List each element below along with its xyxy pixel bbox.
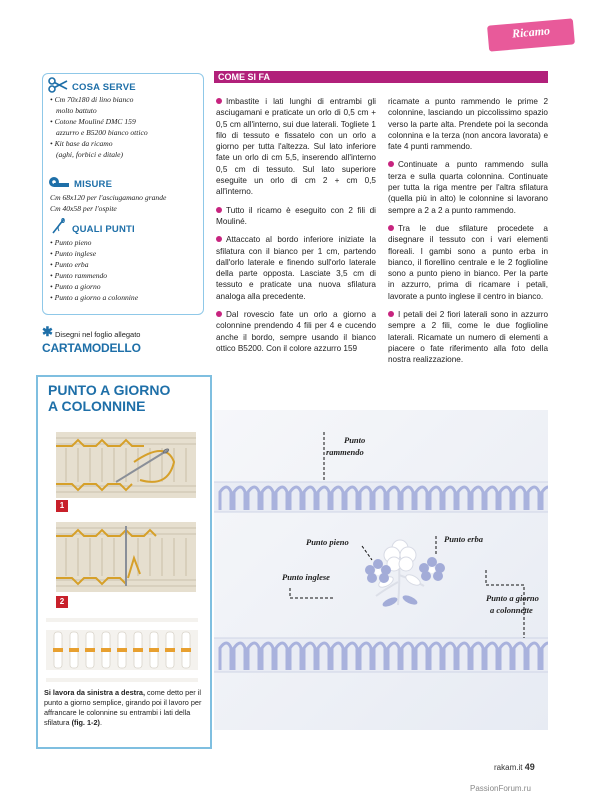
list-item: Cm 68x120 per l'asciugamano grande: [50, 193, 167, 202]
watermark: PassionForum.ru: [470, 784, 531, 793]
cosa-serve-title: COSA SERVE: [72, 82, 136, 93]
list-item: • Punto a giorno: [50, 282, 101, 291]
cartamodello-title: CARTAMODELLO: [42, 341, 141, 355]
sample-photo: [46, 618, 198, 682]
caption-ref: (fig. 1-2): [71, 718, 100, 727]
tutorial-title-line2: A COLONNINE: [48, 398, 146, 414]
list-item: Cm 40x58 per l'ospite: [50, 204, 117, 213]
figure-1-number: 1: [56, 500, 68, 512]
instructions-column-1: [216, 96, 376, 361]
caption-bold: Si lavora da sinistra a destra,: [44, 688, 145, 697]
tutorial-title-line1: PUNTO A GIORNO: [48, 382, 171, 398]
list-item: • Punto erba: [50, 260, 89, 269]
list-item: • Kit base da ricamo: [50, 139, 113, 148]
cartamodello-note: Disegni nel foglio allegato: [55, 330, 141, 339]
list-item: • Punto pieno: [50, 238, 92, 247]
caption-end: .: [99, 718, 102, 727]
misure-title: MISURE: [74, 179, 113, 190]
bullet-dot: [216, 98, 222, 104]
how-title: COME SI FA: [218, 72, 271, 82]
list-item: (aghi, forbici e ditale): [56, 150, 124, 159]
paragraph: Continuate a punto rammendo sulla terza e sulla quarta colonnina. Continuate per tutta la riga mentre per l'altra sfilatura (quella più in alto) le colonnine si lavorano sempre a 2 a 2 a punto rammendo.: [388, 160, 548, 215]
tape-measure-icon: [48, 176, 70, 188]
label-punto-rammendo-2: rammendo: [326, 447, 364, 457]
tutorial-title: [48, 382, 198, 414]
paragraph: Attaccato al bordo inferiore iniziate la sfilatura con il bianco per 1 cm, partendo dall'orlo laterale e finendo sull'orlo laterale della parte opposta. Lasciate 3,5 cm di tessuto e praticate una nuova sfilatura analoga alla precedente.: [216, 235, 376, 301]
list-item: • Cm 70x180 di lino bianco: [50, 95, 134, 104]
bullet-dot: [388, 161, 394, 167]
section-tag: Ricamo: [511, 23, 551, 41]
paragraph: ricamate a punto rammendo le prime 2 colonnine, lasciando un piccolissimo spazio verso la parte alta. Prendete poi la seconda colonnina e la terza (non ancora lavorata) e fate 4 punti rammendo.: [388, 97, 548, 152]
list-item: azzurro e B5200 bianco ottico: [56, 128, 148, 137]
paragraph: Imbastite i lati lunghi di entrambi gli asciugamani e praticate un orlo di 0,5 cm + 0,5 cm all'interno, sui due laterali. Togliete 1 filo di tessuto e fissatelo con un orlo a giorno per tutta l'altezza. Sul lato inferiore fate un orlo di cm 5,5, inserendo all'interno 0,5 cm di tessuto. Sul lato superiore eseguite un orlo di cm 2 + cm 0,5 all'interno.: [216, 97, 376, 197]
label-punto-giorno-1: Punto a giorno: [486, 593, 539, 603]
tutorial-caption: [44, 688, 204, 728]
paragraph: Tutto il ricamo è eseguito con 2 fili di Mouliné.: [216, 205, 376, 226]
cosa-serve-list: [50, 94, 200, 160]
page-footer: [494, 762, 535, 772]
bullet-dot: [216, 207, 222, 213]
label-punto-giorno-2: a colonnette: [490, 605, 533, 615]
figure-1-illustration: [56, 432, 196, 498]
list-item: • Punto rammendo: [50, 271, 108, 280]
scissors-icon: [48, 77, 68, 93]
caption-text: come detto per il punto a giorno semplice, girando poi il lavoro per affrancare le colonnine su entrambi i lati della sfilatura: [44, 688, 202, 727]
instructions-column-2: [388, 96, 548, 373]
list-item: • Cotone Mouliné DMC 159: [50, 117, 136, 126]
label-punto-inglese: Punto inglese: [282, 572, 330, 582]
bullet-dot: [216, 311, 222, 317]
list-item: molto battuto: [56, 106, 97, 115]
figure-2-illustration: [56, 522, 196, 592]
misure-list: [50, 192, 202, 214]
label-punto-rammendo-1: Punto: [344, 435, 366, 445]
needle-thread-icon: [50, 218, 68, 234]
bullet-dot: [216, 236, 222, 242]
quali-punti-title: QUALI PUNTI: [72, 224, 135, 235]
label-punto-erba: Punto erba: [444, 534, 483, 544]
label-punto-pieno: Punto pieno: [306, 537, 349, 547]
asterisk-icon: ✱: [42, 324, 53, 339]
paragraph: Dal rovescio fate un orlo a giorno a colonnine prendendo 4 fili per 4 e cucendo anche il bordo, sempre usando il bianco ottico B5200. Con il colore azzurro 159: [216, 310, 376, 353]
page-number: 49: [524, 762, 535, 772]
list-item: • Punto inglese: [50, 249, 97, 258]
bullet-dot: [388, 225, 394, 231]
punti-list: [50, 237, 200, 303]
figure-2-number: 2: [56, 596, 68, 608]
footer-site: rakam.it: [494, 763, 523, 772]
bullet-dot: [388, 311, 394, 317]
paragraph: I petali dei 2 fiori laterali sono in azzurro sempre a 2 fili, come le due foglioline laterali. Ricamate un numero di elementi a piacere o fate riferimento alla foto della nostra realizzazione.: [388, 310, 548, 365]
list-item: • Punto a giorno a colonnine: [50, 293, 139, 302]
embroidery-photo: [214, 410, 548, 730]
paragraph: Tra le due sfilature procedete a disegnare il tessuto con i vari elementi floreali. I gambi sono a punto erba in bianco, il fiorellino centrale e le 2 foglioline sono a punto pieno in bianco. Per la parte in azzurro, prima di ricamare i petali, lavorate a punto inglese il centro in bianco.: [388, 223, 548, 301]
